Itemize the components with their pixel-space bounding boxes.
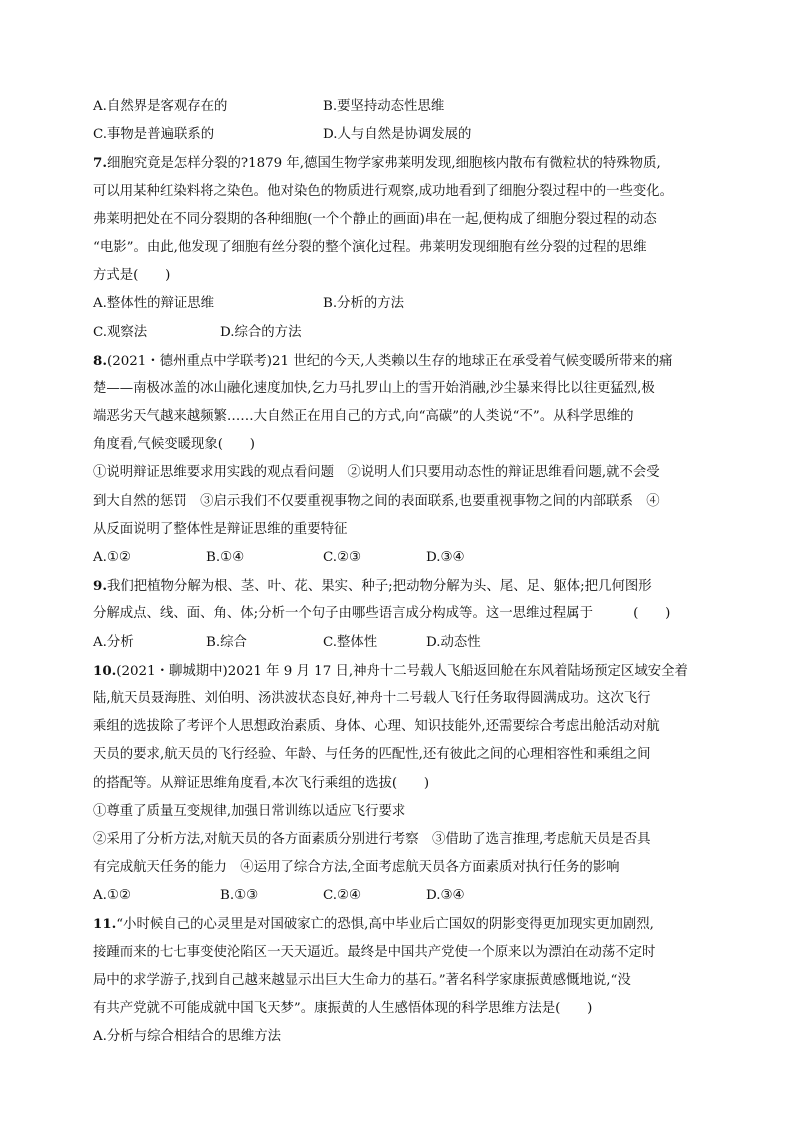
q9-option-c: C.整体性 [323,634,378,650]
q11-line-3: 局中的求学游子,找到自己越来越显示出巨大生命力的基石。”著名科学家康振黄感慨地说,“没 [93,972,631,988]
q11-option-a-row [93,1023,713,1051]
q8-line-5: ①说明辩证思维要求用实践的观点看问题 ②说明人们只要用动态性的辩证思维看问题,就不会受 [93,465,660,481]
q7-line-2: 可以用某种红染料将之染色。他对染色的物质进行观察,成功地看到了细胞分裂过程中的一些变化。 [93,183,674,199]
q8-option-d: D.③④ [426,550,465,565]
q8-option-a: A.①② [93,550,131,565]
q9-option-a: A.分析 [93,634,134,650]
q7-option-a: A.整体性的辩证思维 [93,296,215,312]
q8-number: 8. [93,352,107,369]
q11-option-a: A.分析与综合相结合的思维方法 [93,1029,282,1045]
q6-option-a: A.自然界是客观存在的 [93,99,228,114]
q10-line-2: 陆,航天员聂海胜、刘伯明、汤洪波状态良好,神舟十二号载人飞行任务取得圆满成功。这次飞行 [93,690,651,706]
q7-options-row-1 [93,290,713,318]
q9-text-line: 我们把植物分解为根、茎、叶、花、果实、种子;把动物分解为头、尾、足、躯体;把几何图形 [106,579,652,595]
q10-text-line: (2021・聊城期中)2021 年 9 月 17 日,神舟十二号载人飞船返回舱在东风着陆场预定区域安全着 [116,663,688,679]
q6-option-d: D.人与自然是协调发展的 [323,127,472,143]
q8-option-b: B.①④ [206,550,245,565]
q10-line-4: 天员的要求,航天员的飞行经验、年龄、与任务的匹配性,还有彼此之间的心理相容性和乘组之间 [93,747,651,763]
q9-line-1 [93,572,713,600]
q6-options-row-1 [93,93,713,121]
q8-line-6: 到大自然的惩罚 ③启示我们不仅要重视事物之间的表面联系,也要重视事物之间的内部联系 ④ [93,493,660,509]
q7-number: 7. [93,155,107,172]
q9-number: 9. [93,578,107,595]
q11-text-line: “小时候自己的心灵里是对国破家亡的恐惧,高中毕业后亡国奴的阴影变得更加现实更加剧烈, [116,917,654,933]
q10-line-3: 乘组的选拔除了考评个人思想政治素质、身体、心理、知识技能外,还需要综合考虑出舱活动对航 [93,719,660,735]
q6-option-b: B.要坚持动态性思维 [323,99,445,114]
q10-option-b: B.①③ [220,888,259,904]
q10-option-a: A.①② [93,888,131,904]
q8-line-3: 端恶劣天气越来越频繁……大自然正在用自己的方式,向“高碳”的人类说“不”。从科学思维的 [93,409,634,425]
q7-option-b: B.分析的方法 [323,296,405,312]
q8-options-row [93,544,713,572]
q10-line-8: 有完成航天任务的能力 ④运用了综合方法,全面考虑航天员各方面素质对执行任务的影响 [93,860,620,876]
q7-option-d: D.综合的方法 [220,324,302,340]
q7-line-3: 弗莱明把处在不同分裂期的各种细胞(一个个静止的画面)串在一起,便构成了细胞分裂过程的动态 [93,211,657,227]
q8-line-7: 从反面说明了整体性是辩证思维的重要特征 [93,521,348,537]
q10-number: 10. [93,662,117,679]
q8-line-2: 楚——南极冰盖的冰山融化速度加快,乞力马扎罗山上的雪开始消融,沙尘暴来得比以往更猛烈,极 [93,380,655,396]
q7-line-1 [93,149,713,177]
q10-line-1 [93,657,713,685]
q8-option-c: C.②③ [323,550,362,565]
q8-line-1 [93,347,713,375]
q9-option-d: D.动态性 [426,634,481,650]
q10-option-c: C.②④ [323,888,362,904]
q11-line-2: 接踵而来的七七事变使沦陷区一天天逼近。最终是中国共产党使一个原来以为漂泊在动荡不定时 [93,944,656,960]
q10-options-row [93,882,713,910]
q11-line-1 [93,910,713,938]
q10-option-d: D.③④ [426,888,465,904]
q6-options-row-2 [93,121,713,149]
q8-line-4: 角度看,气候变暖现象( ) [93,437,256,453]
q11-line-4: 有共产党就不可能成就中国飞天梦”。康振黄的人生感悟体现的科学思维方法是( ) [93,1001,593,1016]
q9-option-b: B.综合 [206,634,247,650]
q7-text-line: 细胞究竟是怎样分裂的?1879 年,德国生物学家弗莱明发现,细胞核内散布有微粒状的特殊物质, [106,156,661,172]
q8-text-line: (2021・德州重点中学联考)21 世纪的今天,人类赖以生存的地球正在承受着气候变暖所带来的痛 [106,353,673,369]
q10-line-5: 的搭配等。从辩证思维角度看,本次飞行乘组的选拔( ) [93,775,430,791]
q6-option-c: C.事物是普遍联系的 [93,127,215,143]
page-content [93,93,713,1051]
q7-option-c: C.观察法 [93,324,148,340]
q7-line-5: 方式是( ) [93,268,171,284]
q7-line-4: “电影”。由此,他发现了细胞有丝分裂的整个演化过程。弗莱明发现细胞有丝分裂的过程的思维 [93,239,647,255]
q11-number: 11. [93,916,117,933]
q9-options-row [93,629,713,657]
q10-line-6: ①尊重了质量互变规律,加强日常训练以适应飞行要求 [93,803,406,819]
q10-line-7: ②采用了分析方法,对航天员的各方面素质分别进行考察 ③借助了选言推理,考虑航天员是否具 [93,831,651,847]
q9-line-2: 分解成点、线、面、角、体;分析一个句子由哪些语言成分构成等。这一思维过程属于 ( ) [93,606,671,622]
q7-options-row-2 [93,319,713,347]
